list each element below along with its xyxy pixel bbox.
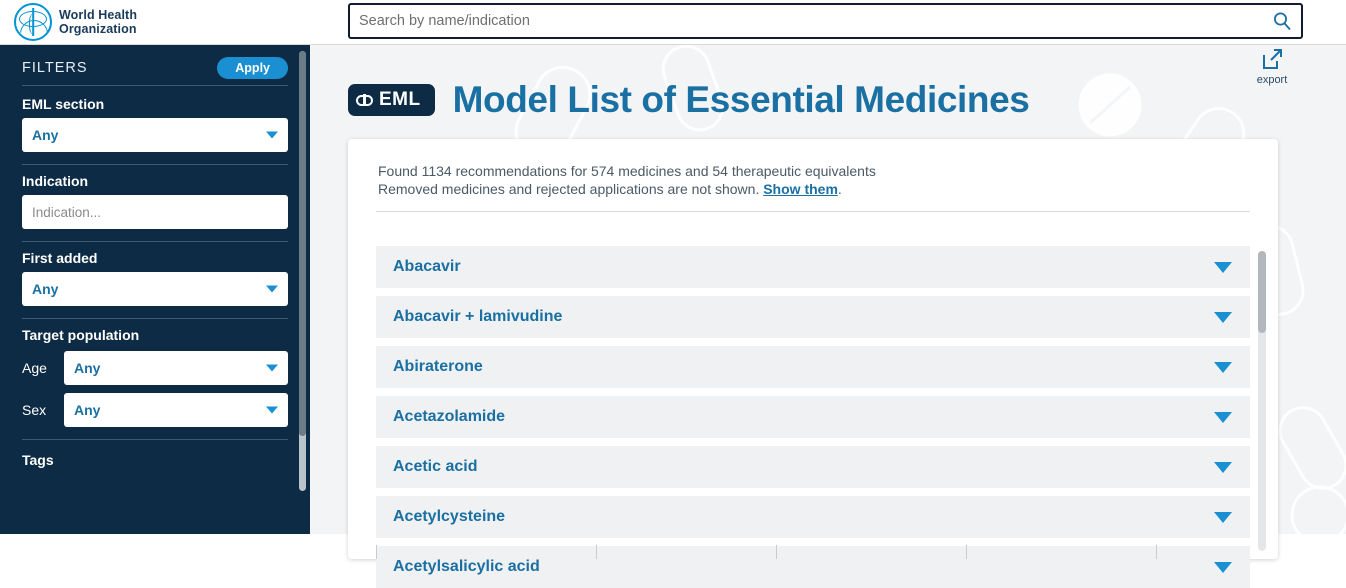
table-column-divider xyxy=(966,545,1156,559)
top-bar xyxy=(0,0,1346,45)
search-button[interactable] xyxy=(1263,5,1301,37)
medicine-name: Abacavir xyxy=(393,258,461,275)
list-scrollbar[interactable] xyxy=(1258,251,1266,551)
indication-label: Indication xyxy=(22,173,89,189)
list-item[interactable] xyxy=(376,446,1250,488)
list-item[interactable] xyxy=(376,396,1250,438)
chevron-down-icon xyxy=(266,365,278,372)
chevron-down-icon[interactable] xyxy=(1214,262,1232,273)
divider xyxy=(376,211,1250,212)
summary-line-1: Found 1134 recommendations for 574 medicines and 54 therapeutic equivalents xyxy=(378,163,876,179)
chevron-down-icon[interactable] xyxy=(1214,562,1232,573)
list-scrollbar-thumb[interactable] xyxy=(1258,251,1266,333)
sex-label: Sex xyxy=(22,402,47,418)
first-added-select[interactable] xyxy=(22,272,288,306)
indication-input[interactable] xyxy=(22,195,288,229)
summary-line-2-suffix: . xyxy=(837,181,842,197)
sex-filter-row xyxy=(22,393,288,427)
chevron-down-icon xyxy=(266,407,278,414)
summary-line-2 xyxy=(378,181,1248,197)
table-column-dividers xyxy=(376,545,1250,559)
eml-section-label: EML section xyxy=(22,96,105,112)
chevron-down-icon[interactable] xyxy=(1214,512,1232,523)
export-icon xyxy=(1260,58,1284,75)
medicines-list xyxy=(376,246,1250,575)
who-logo-line1: World Health xyxy=(59,8,138,22)
eml-badge-label: EML xyxy=(379,89,421,110)
medicine-name: Abiraterone xyxy=(393,358,483,375)
main-content xyxy=(310,45,1346,575)
target-population-label: Target population xyxy=(22,327,140,343)
page-title: Model List of Essential Medicines xyxy=(452,79,1030,120)
filters-sidebar xyxy=(0,45,310,534)
sex-value: Any xyxy=(74,402,101,418)
filters-header xyxy=(22,57,288,86)
chevron-down-icon xyxy=(266,286,278,293)
table-column-divider xyxy=(596,545,776,559)
list-item[interactable] xyxy=(376,346,1250,388)
list-item[interactable] xyxy=(376,496,1250,538)
divider xyxy=(22,439,288,440)
sidebar-scrollbar[interactable] xyxy=(299,51,306,491)
show-them-link[interactable]: Show them xyxy=(763,181,838,197)
medicines-card xyxy=(348,139,1278,575)
medicine-name: Acetazolamide xyxy=(393,408,506,425)
chevron-down-icon[interactable] xyxy=(1214,312,1232,323)
sidebar-scrollbar-thumb[interactable] xyxy=(299,51,306,436)
medicine-name: Abacavir + lamivudine xyxy=(393,308,563,325)
summary-line-2-prefix: Removed medicines and rejected applications are not shown. xyxy=(378,181,764,197)
table-column-divider xyxy=(776,545,966,559)
who-emblem-icon xyxy=(14,3,52,41)
divider xyxy=(22,241,288,242)
search-input[interactable] xyxy=(350,13,1263,29)
medicine-name: Acetylsalicylic acid xyxy=(393,558,540,575)
age-label: Age xyxy=(22,360,47,376)
results-summary xyxy=(348,139,1278,197)
filters-title: FILTERS xyxy=(22,60,88,76)
medicine-name: Acetic acid xyxy=(393,458,478,475)
age-value: Any xyxy=(74,360,101,376)
page-header xyxy=(348,80,1029,120)
who-logo-line2: Organization xyxy=(59,22,137,36)
who-logo[interactable] xyxy=(14,3,137,41)
search-bar[interactable] xyxy=(348,3,1303,39)
divider xyxy=(22,318,288,319)
eml-section-select[interactable] xyxy=(22,118,288,152)
export-button[interactable] xyxy=(1244,47,1300,86)
apply-filters-button[interactable]: Apply xyxy=(217,57,288,79)
who-logo-text xyxy=(59,8,137,36)
list-item[interactable] xyxy=(376,246,1250,288)
chevron-down-icon xyxy=(266,132,278,139)
chevron-down-icon[interactable] xyxy=(1214,462,1232,473)
list-item[interactable] xyxy=(376,296,1250,338)
eml-section-value: Any xyxy=(32,127,59,143)
eml-badge xyxy=(348,84,435,116)
first-added-label: First added xyxy=(22,250,98,266)
table-column-divider xyxy=(1156,545,1250,559)
age-select[interactable] xyxy=(64,351,288,385)
divider xyxy=(22,164,288,165)
tags-label: Tags xyxy=(22,452,54,468)
search-icon xyxy=(1272,11,1292,31)
export-label: export xyxy=(1256,74,1288,86)
chevron-down-icon[interactable] xyxy=(1214,412,1232,423)
first-added-value: Any xyxy=(32,281,59,297)
pill-icon xyxy=(356,95,373,106)
table-column-divider xyxy=(376,545,596,559)
medicine-name: Acetylcysteine xyxy=(393,508,506,525)
age-filter-row xyxy=(22,351,288,385)
chevron-down-icon[interactable] xyxy=(1214,362,1232,373)
sex-select[interactable] xyxy=(64,393,288,427)
